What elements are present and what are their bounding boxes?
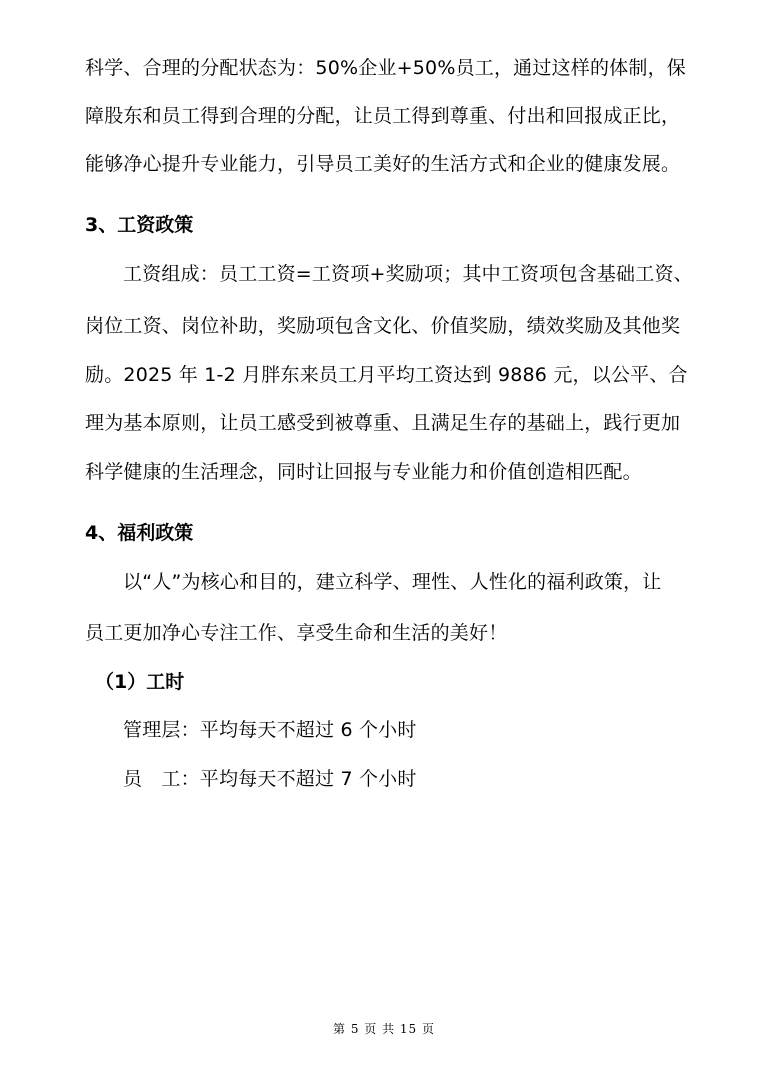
list-item: 管理层：平均每天不超过 6 个小时 (123, 719, 417, 741)
section-heading-welfare-policy: 4、福利政策 (85, 522, 194, 544)
paragraph-line: 能够净心提升专业能力，引导员工美好的生活方式和企业的健康发展。 (85, 153, 681, 175)
paragraph-line: 岗位工资、岗位补助，奖励项包含文化、价值奖励，绩效奖励及其他奖 (85, 315, 681, 337)
list-item: 员 工：平均每天不超过 7 个小时 (123, 768, 417, 790)
paragraph-line: 以“人”为核心和目的，建立科学、理性、人性化的福利政策，让 (123, 571, 662, 593)
page-footer: 第 5 页 共 15 页 (333, 1022, 435, 1036)
subsection-heading-working-hours: （1）工时 (95, 671, 185, 693)
paragraph-line: 工资组成：员工工资=工资项+奖励项；其中工资项包含基础工资、 (123, 263, 693, 285)
paragraph-line: 科学、合理的分配状态为：50%企业+50%员工，通过这样的体制，保 (85, 57, 686, 79)
paragraph-line: 员工更加净心专注工作、享受生命和生活的美好！ (85, 622, 508, 644)
paragraph-line: 理为基本原则，让员工感受到被尊重、且满足生存的基础上，践行更加 (85, 412, 681, 434)
paragraph-line: 励。2025 年 1-2 月胖东来员工月平均工资达到 9886 元，以公平、合 (85, 364, 688, 386)
paragraph-line: 障股东和员工得到合理的分配，让员工得到尊重、付出和回报成正比， (85, 105, 681, 127)
section-heading-salary-policy: 3、工资政策 (85, 214, 194, 236)
paragraph-line: 科学健康的生活理念，同时让回报与专业能力和价值创造相匹配。 (85, 461, 642, 483)
